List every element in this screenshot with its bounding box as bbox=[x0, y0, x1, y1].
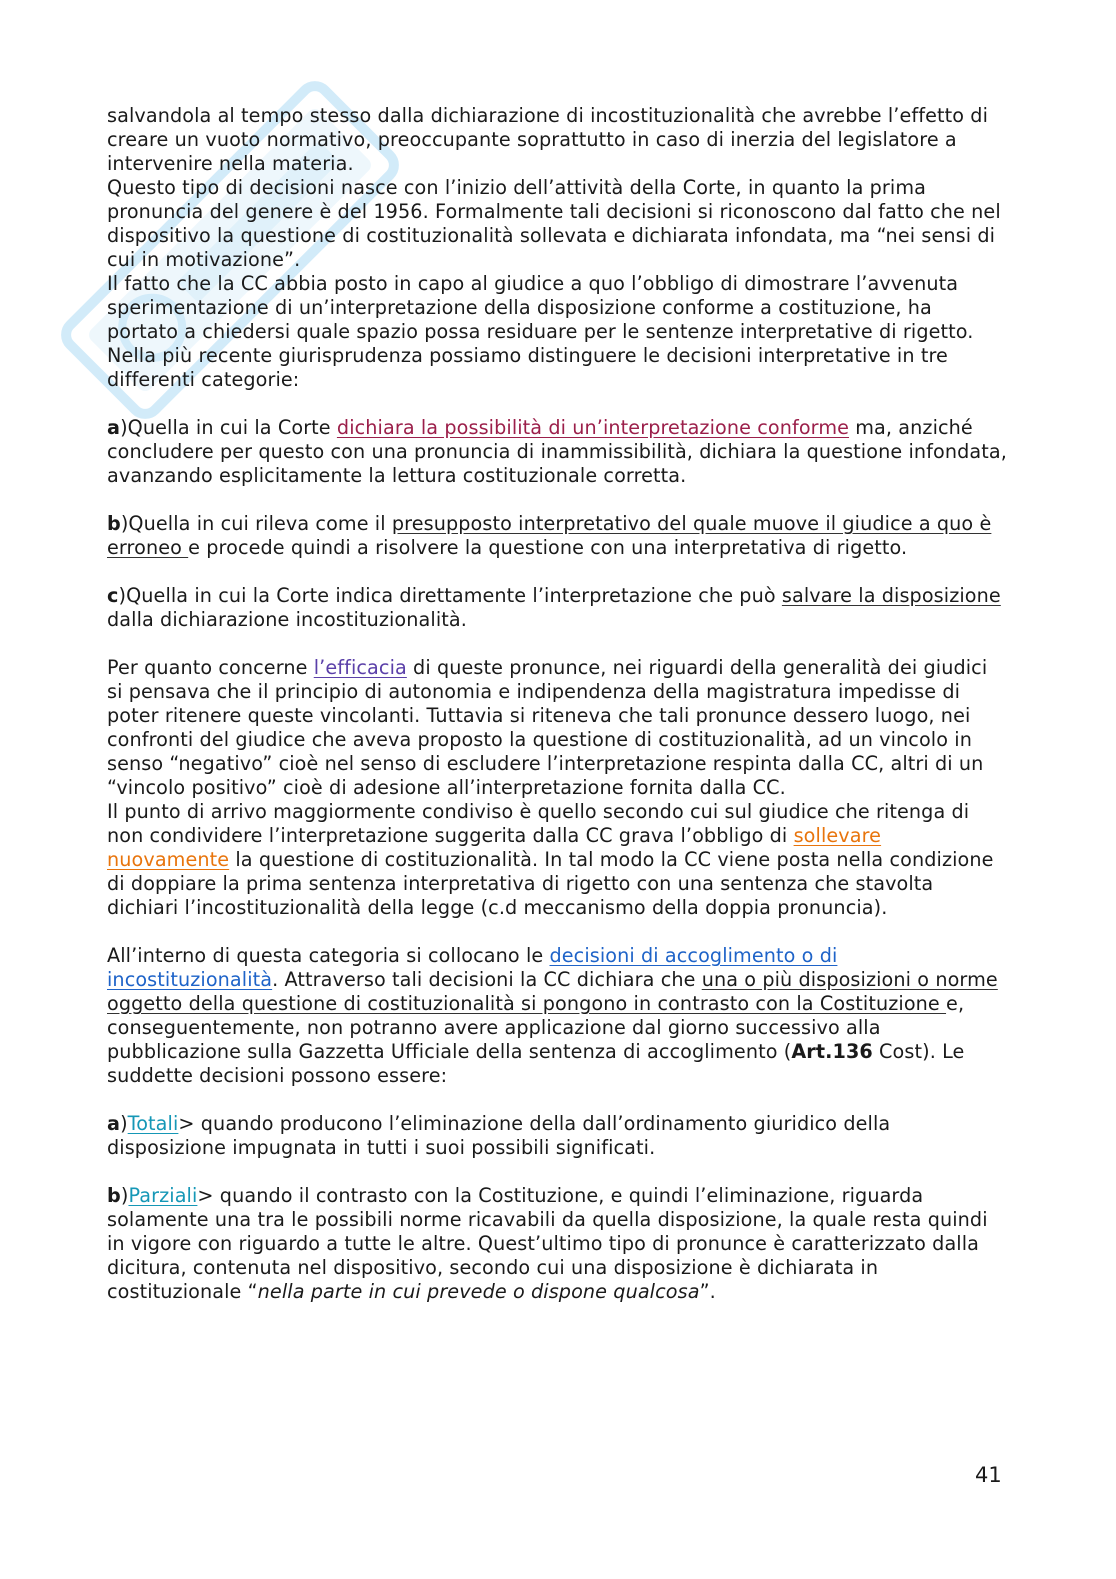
parziali-link[interactable]: Parziali bbox=[128, 1184, 198, 1207]
totali-link[interactable]: Totali bbox=[127, 1112, 179, 1135]
item-b-letter: b bbox=[107, 1184, 121, 1207]
category-c-letter: c bbox=[107, 584, 119, 607]
paragraph-categories-intro: Nella più recente giurisprudenza possiamo distinguere le decisioni interpretative in tre differenti categorie: bbox=[107, 344, 948, 391]
category-b-underlined: presupposto interpretativo del quale muove il giudice a quo è erroneo bbox=[107, 512, 992, 559]
category-a: a)Quella in cui la Corte dichiara la possibilità di un’interpretazione conforme ma, anziché concludere per questo con una pronuncia di inammissibilità, dichiara la questione infondata, avanzando esplicitamente la lettura costituzionale corretta. bbox=[107, 416, 1007, 487]
document-body bbox=[107, 104, 1007, 1304]
item-parziali: b)Parziali> quando il contrasto con la Costituzione, e quindi l’eliminazione, riguarda solamente una tra le possibili norme ricavabili da quella disposizione, la quale resta quindi in vigore con riguardo a tutte le altre. Quest’ultimo tipo di pronunce è caratterizzato dalla dicitura, contenuta nel dispositivo, secondo cui una disposizione è dichiarata in costituzionale “nella parte in cui prevede o dispone qualcosa”. bbox=[107, 1184, 988, 1303]
formula-italic: nella parte in cui prevede o dispone qualcosa bbox=[257, 1280, 700, 1303]
paragraph-efficacy: Per quanto concerne l’efficacia di queste pronunce, nei riguardi della generalità dei giudici si pensava che il principio di autonomia e indipendenza della magistratura impedisse di poter ritenere queste vincolanti. Tuttavia si riteneva che tali pronunce dessero luogo, nei confronti del giudice che aveva proposto la questione di costituzionalità, ad un vincolo in senso “negativo” cioè nel senso di escludere l’interpretazione respinta dalla CC, altri di un “vincolo positivo” cioè di adesione all’interpretazione fornita dalla CC. bbox=[107, 656, 988, 799]
paragraph-accoglimento: All’interno di questa categoria si collocano le decisioni di accoglimento o di incostituzionalità. Attraverso tali decisioni la CC dichiara che una o più disposizioni o norme oggetto della questione di costituzionalità si pongono in contrasto con la Costituzione e, conseguentemente, non potranno avere applicazione dal giorno successivo alla pubblicazione sulla Gazzetta Ufficiale della sentenza di accoglimento (Art.136 Cost). Le suddette decisioni possono essere: bbox=[107, 944, 998, 1087]
category-a-link[interactable]: dichiara la possibilità di un’interpretazione conforme bbox=[336, 416, 850, 439]
category-c-underlined: salvare la disposizione bbox=[781, 584, 1001, 607]
paragraph-obligation: Il fatto che la CC abbia posto in capo al giudice a quo l’obbligo di dimostrare l’avvenuta sperimentazione di un’interpretazione della disposizione conforme a costituzione, ha portato a chiedersi quale spazio possa residuare per le sentenze interpretative di rigetto. bbox=[107, 272, 974, 343]
item-totali: a)Totali> quando producono l’eliminazione della dall’ordinamento giuridico della disposizione impugnata in tutti i suoi possibili significati. bbox=[107, 1112, 891, 1159]
page-number: 41 bbox=[975, 1463, 1002, 1487]
accoglimento-link[interactable]: decisioni di accoglimento o di incostituzionalità bbox=[107, 944, 838, 991]
paragraph-origin: Questo tipo di decisioni nasce con l’inizio dell’attività della Corte, in quanto la prima pronuncia del genere è del 1956. Formalmente tali decisioni si riconoscono dal fatto che nel dispositivo la questione di costituzionalità sollevata e dichiarata infondata, ma “nei sensi di cui in motivazione”. bbox=[107, 176, 1001, 271]
efficacy-link[interactable]: l’efficacia bbox=[313, 656, 407, 679]
category-c: c)Quella in cui la Corte indica direttamente l’interpretazione che può salvare la disposizione dalla dichiarazione incostituzionalità. bbox=[107, 584, 1001, 631]
category-b: b)Quella in cui rileva come il presupposto interpretativo del quale muove il giudice a quo è erroneo e procede quindi a risolvere la questione con una interpretativa di rigetto. bbox=[107, 512, 992, 559]
contrasto-underlined: una o più disposizioni o norme oggetto della questione di costituzionalità si pongono in contrasto con la Costituzione bbox=[107, 968, 998, 1015]
paragraph-arrival-point: Il punto di arrivo maggiormente condiviso è quello secondo cui sul giudice che ritenga di non condividere l’interpretazione suggerita dalla CC grava l’obbligo di sollevare nuovamente la questione di costituzionalità. In tal modo la CC viene posta nella condizione di doppiare la prima sentenza interpretativa di rigetto con una sentenza che stavolta dichiari l’incostituzionalità della legge (c.d meccanismo della doppia pronuncia). bbox=[107, 800, 994, 919]
item-a-letter: a bbox=[107, 1112, 121, 1135]
paragraph-intro: salvandola al tempo stesso dalla dichiarazione di incostituzionalità che avrebbe l’effetto di creare un vuoto normativo, preoccupante soprattutto in caso di inerzia del legislatore a intervenire nella materia. bbox=[107, 104, 988, 175]
sollevare-link[interactable]: sollevare nuovamente bbox=[107, 824, 882, 871]
article-reference: Art.136 bbox=[791, 1040, 873, 1063]
category-a-letter: a bbox=[107, 416, 121, 439]
category-b-letter: b bbox=[107, 512, 121, 535]
